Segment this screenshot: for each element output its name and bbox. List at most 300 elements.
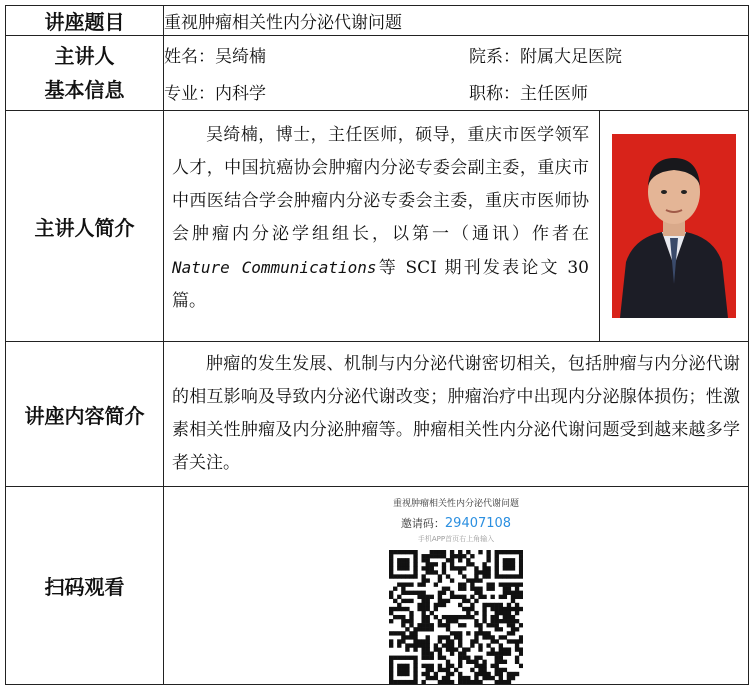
qr-module: [507, 671, 511, 675]
qr-module: [413, 554, 417, 558]
qr-module: [470, 594, 474, 598]
qr-title: 重视肿瘤相关性内分泌代谢问题: [392, 498, 519, 509]
qr-module: [486, 635, 490, 639]
qr-module: [446, 663, 450, 667]
qr-module: [495, 627, 499, 631]
qr-module: [442, 679, 446, 683]
qr-module: [503, 614, 507, 618]
qr-module: [389, 570, 393, 574]
qr-module: [401, 639, 405, 643]
qr-module: [442, 655, 446, 659]
qr-module: [421, 627, 425, 631]
qr-module: [434, 675, 438, 679]
qr-module: [393, 550, 397, 554]
qr-module: [409, 574, 413, 578]
qr-module: [515, 586, 519, 590]
qr-module: [507, 566, 511, 570]
qr-module: [405, 647, 409, 651]
qr-module: [397, 643, 401, 647]
qr-module: [450, 554, 454, 558]
qr-module: [421, 598, 425, 602]
qr-module: [397, 594, 401, 598]
lecture-info-table: [5, 5, 749, 685]
qr-module: [495, 570, 499, 574]
qr-module: [482, 562, 486, 566]
qr-module: [458, 570, 462, 574]
qr-module: [499, 635, 503, 639]
qr-module: [430, 655, 434, 659]
qr-module: [511, 675, 515, 679]
qr-module: [421, 639, 425, 643]
qr-module: [401, 635, 405, 639]
qr-cell: [164, 487, 749, 685]
qr-module: [417, 627, 421, 631]
qr-module: [515, 659, 519, 663]
speaker-photo: [612, 134, 736, 318]
qr-module: [389, 631, 393, 635]
qr-module: [393, 598, 397, 602]
qr-module: [446, 558, 450, 562]
qr-module: [495, 554, 499, 558]
qr-module: [446, 614, 450, 618]
qr-module: [466, 606, 470, 610]
qr-module: [470, 562, 474, 566]
row-title: [6, 6, 749, 36]
qr-module: [446, 667, 450, 671]
qr-module: [503, 582, 507, 586]
qr-module: [405, 627, 409, 631]
qr-module: [426, 663, 430, 667]
qr-module: [491, 663, 495, 667]
qr-module: [405, 562, 409, 566]
qr-module: [430, 623, 434, 627]
qr-module: [470, 639, 474, 643]
qr-module: [434, 614, 438, 618]
qr-module: [442, 566, 446, 570]
qr-module: [470, 602, 474, 606]
qr-module: [482, 619, 486, 623]
qr-module: [450, 631, 454, 635]
qr-module: [474, 586, 478, 590]
qr-module: [499, 619, 503, 623]
qr-module: [389, 606, 393, 610]
qr-module: [442, 643, 446, 647]
qr-module: [426, 570, 430, 574]
qr-module: [458, 558, 462, 562]
qr-module: [507, 586, 511, 590]
qr-module: [397, 606, 401, 610]
speaker-basic-label: [6, 36, 164, 111]
qr-module: [438, 667, 442, 671]
row-lecture-content: [6, 342, 749, 487]
qr-module: [446, 619, 450, 623]
qr-module: [499, 651, 503, 655]
qr-module: [446, 627, 450, 631]
qr-module: [417, 639, 421, 643]
qr-module: [426, 671, 430, 675]
qr-module: [458, 566, 462, 570]
qr-module: [413, 643, 417, 647]
speaker-photo-cell: [599, 111, 748, 341]
invite-code-value: 29407108: [444, 515, 512, 531]
qr-module: [426, 554, 430, 558]
qr-module: [515, 582, 519, 586]
qr-module: [397, 558, 401, 562]
qr-module: [474, 574, 478, 578]
qr-module: [478, 627, 482, 631]
qr-module: [434, 570, 438, 574]
qr-module: [401, 619, 405, 623]
qr-module: [413, 663, 417, 667]
qr-module: [389, 558, 393, 562]
qr-module: [499, 667, 503, 671]
qr-module: [454, 614, 458, 618]
qr-module: [466, 655, 470, 659]
qr-module: [491, 606, 495, 610]
qr-module: [507, 602, 511, 606]
invite-code-label: 邀请码：: [400, 516, 445, 530]
qr-module: [470, 659, 474, 663]
qr-module: [495, 667, 499, 671]
qr-module: [438, 647, 442, 651]
qr-module: [482, 635, 486, 639]
qr-module: [470, 586, 474, 590]
qr-module: [458, 594, 462, 598]
qr-module: [438, 663, 442, 667]
qr-module: [462, 594, 466, 598]
qr-module: [515, 619, 519, 623]
qr-module: [458, 659, 462, 663]
qr-module: [466, 578, 470, 582]
speaker-name: 姓名：吴绮楠: [164, 47, 266, 67]
qr-module: [426, 667, 430, 671]
qr-module: [458, 643, 462, 647]
qr-module: [519, 582, 523, 586]
qr-module: [474, 675, 478, 679]
qr-module: [482, 570, 486, 574]
qr-module: [478, 550, 482, 554]
qr-module: [401, 671, 405, 675]
qr-module: [478, 655, 482, 659]
qr-module: [503, 558, 507, 562]
qr-module: [397, 574, 401, 578]
row-scan-to-watch: [6, 487, 749, 685]
qr-module: [515, 643, 519, 647]
qr-module: [426, 606, 430, 610]
qr-module: [434, 643, 438, 647]
qr-module: [507, 631, 511, 635]
qr-module: [511, 631, 515, 635]
qr-module: [389, 643, 393, 647]
qr-module: [401, 606, 405, 610]
qr-module: [507, 614, 511, 618]
qr-module: [426, 675, 430, 679]
qr-module: [503, 647, 507, 651]
qr-module: [515, 627, 519, 631]
qr-module: [446, 671, 450, 675]
qr-module: [458, 586, 462, 590]
qr-module: [458, 623, 462, 627]
qr-module: [486, 631, 490, 635]
qr-module: [401, 590, 405, 594]
qr-module: [511, 671, 515, 675]
speaker-intro-label: 主讲人简介: [6, 111, 164, 342]
qr-module: [405, 655, 409, 659]
qr-module: [499, 675, 503, 679]
qr-module: [511, 594, 515, 598]
qr-module: [486, 675, 490, 679]
qr-module: [462, 586, 466, 590]
qr-module: [466, 550, 470, 554]
qr-module: [507, 582, 511, 586]
qr-module: [397, 639, 401, 643]
qr-module: [474, 655, 478, 659]
intro-text-after: 等 SCI 期刊发表论文 30 篇。: [172, 258, 589, 311]
lecture-title: 重视肿瘤相关性内分泌代谢问题: [164, 6, 749, 36]
qr-module: [446, 659, 450, 663]
qr-module: [499, 659, 503, 663]
qr-module: [482, 614, 486, 618]
qr-module: [503, 619, 507, 623]
qr-module: [511, 566, 515, 570]
qr-module: [413, 647, 417, 651]
qr-module: [401, 574, 405, 578]
qr-module: [466, 610, 470, 614]
qr-module: [462, 566, 466, 570]
qr-module: [405, 671, 409, 675]
invite-code-line: [401, 515, 511, 531]
qr-module: [511, 574, 515, 578]
qr-module: [507, 679, 511, 683]
qr-module: [503, 566, 507, 570]
qr-module: [426, 647, 430, 651]
qr-module: [430, 566, 434, 570]
qr-module: [458, 554, 462, 558]
qr-module: [438, 623, 442, 627]
qr-module: [413, 550, 417, 554]
qr-module: [462, 647, 466, 651]
qr-module: [462, 574, 466, 578]
qr-module: [511, 562, 515, 566]
qr-module: [486, 586, 490, 590]
qr-module: [507, 562, 511, 566]
qr-module: [458, 663, 462, 667]
qr-module: [389, 574, 393, 578]
qr-module: [421, 623, 425, 627]
qr-module: [413, 562, 417, 566]
qr-module: [519, 590, 523, 594]
qr-module: [486, 623, 490, 627]
qr-module: [515, 590, 519, 594]
qr-module: [413, 627, 417, 631]
qr-module: [503, 635, 507, 639]
qr-module: [442, 623, 446, 627]
qr-module: [450, 550, 454, 554]
qr-module: [495, 610, 499, 614]
qr-module: [482, 675, 486, 679]
lecture-content-label: 讲座内容简介: [6, 342, 164, 487]
journal-name: Nature Communications: [172, 258, 377, 277]
qr-module: [478, 643, 482, 647]
qr-module: [495, 663, 499, 667]
qr-module: [421, 558, 425, 562]
qr-module: [430, 554, 434, 558]
qr-module: [405, 679, 409, 683]
qr-module: [495, 574, 499, 578]
qr-module: [474, 570, 478, 574]
qr-module: [450, 590, 454, 594]
qr-module: [519, 651, 523, 655]
qr-module: [389, 610, 393, 614]
qr-module: [446, 639, 450, 643]
qr-module: [482, 659, 486, 663]
qr-module: [495, 619, 499, 623]
qr-module: [405, 663, 409, 667]
qr-module: [491, 586, 495, 590]
qr-module: [478, 578, 482, 582]
qr-module: [515, 550, 519, 554]
qr-module: [421, 554, 425, 558]
qr-module: [454, 647, 458, 651]
qr-module: [474, 631, 478, 635]
speaker-basic-label-line1: 主讲人: [54, 44, 115, 68]
qr-module: [405, 558, 409, 562]
qr-module: [462, 598, 466, 602]
qr-module: [389, 619, 393, 623]
qr-module: [389, 639, 393, 643]
qr-module: [491, 635, 495, 639]
speaker-basic-values: [164, 36, 749, 111]
qr-module: [515, 639, 519, 643]
qr-module: [478, 671, 482, 675]
qr-module: [470, 554, 474, 558]
qr-module: [430, 675, 434, 679]
qr-module: [393, 574, 397, 578]
qr-module: [438, 635, 442, 639]
qr-module: [426, 619, 430, 623]
qr-module: [434, 582, 438, 586]
qr-module: [503, 651, 507, 655]
qr-module: [462, 554, 466, 558]
qr-module: [446, 679, 450, 683]
qr-module: [450, 594, 454, 598]
qr-module: [397, 671, 401, 675]
qr-module: [482, 631, 486, 635]
qr-module: [462, 623, 466, 627]
qr-module: [486, 651, 490, 655]
qr-module: [499, 602, 503, 606]
qr-module: [519, 550, 523, 554]
qr-module: [421, 663, 425, 667]
qr-module: [458, 639, 462, 643]
qr-module: [450, 643, 454, 647]
qr-module: [421, 614, 425, 618]
qr-module: [462, 655, 466, 659]
qr-module: [389, 659, 393, 663]
qr-code-image[interactable]: [389, 550, 523, 684]
qr-module: [397, 631, 401, 635]
qr-module: [434, 554, 438, 558]
qr-module: [462, 679, 466, 683]
qr-module: [511, 598, 515, 602]
qr-module: [401, 586, 405, 590]
qr-module: [519, 647, 523, 651]
qr-module: [486, 558, 490, 562]
qr-module: [486, 566, 490, 570]
qr-module: [401, 614, 405, 618]
qr-module: [515, 594, 519, 598]
qr-module: [458, 614, 462, 618]
qr-module: [499, 594, 503, 598]
qr-module: [482, 610, 486, 614]
qr-module: [482, 606, 486, 610]
qr-module: [458, 631, 462, 635]
qr-module: [393, 655, 397, 659]
qr-module: [405, 635, 409, 639]
qr-module: [413, 667, 417, 671]
qr-module: [389, 663, 393, 667]
qr-module: [409, 550, 413, 554]
qr-module: [450, 566, 454, 570]
qr-module: [458, 602, 462, 606]
qr-module: [486, 550, 490, 554]
qr-module: [519, 558, 523, 562]
qr-module: [466, 562, 470, 566]
qr-module: [511, 558, 515, 562]
qr-module: [491, 594, 495, 598]
qr-module: [507, 647, 511, 651]
lecture-content-text: 肿瘤的发生发展、机制与内分泌代谢密切相关，包括肿瘤与内分泌代谢的相互影响及导致内分泌代谢改变；肿瘤治疗中出现内分泌腺体损伤；性激素相关性肿瘤及内分泌肿瘤等。肿瘤相关性内分泌代谢问题受到越来越多学者关注。: [172, 354, 740, 473]
row-speaker-basic: [6, 36, 749, 111]
qr-module: [442, 675, 446, 679]
qr-module: [503, 590, 507, 594]
qr-module: [499, 582, 503, 586]
qr-module: [438, 590, 442, 594]
qr-module: [450, 663, 454, 667]
qr-module: [470, 614, 474, 618]
qr-module: [466, 558, 470, 562]
qr-module: [495, 562, 499, 566]
qr-module: [413, 558, 417, 562]
qr-module: [405, 550, 409, 554]
qr-module: [470, 679, 474, 683]
qr-module: [458, 679, 462, 683]
qr-module: [470, 667, 474, 671]
qr-module: [446, 643, 450, 647]
qr-module: [474, 635, 478, 639]
qr-module: [413, 679, 417, 683]
qr-module: [519, 623, 523, 627]
qr-module: [499, 643, 503, 647]
qr-module: [458, 651, 462, 655]
qr-module: [430, 663, 434, 667]
qr-module: [389, 562, 393, 566]
qr-module: [405, 590, 409, 594]
qr-module: [438, 602, 442, 606]
qr-module: [511, 582, 515, 586]
qr-module: [413, 631, 417, 635]
qr-module: [442, 562, 446, 566]
qr-module: [417, 594, 421, 598]
qr-module: [430, 610, 434, 614]
qr-module: [438, 639, 442, 643]
qr-module: [397, 550, 401, 554]
qr-module: [421, 647, 425, 651]
qr-module: [389, 566, 393, 570]
row-speaker-intro: [6, 111, 749, 342]
qr-module: [499, 606, 503, 610]
qr-module: [466, 675, 470, 679]
